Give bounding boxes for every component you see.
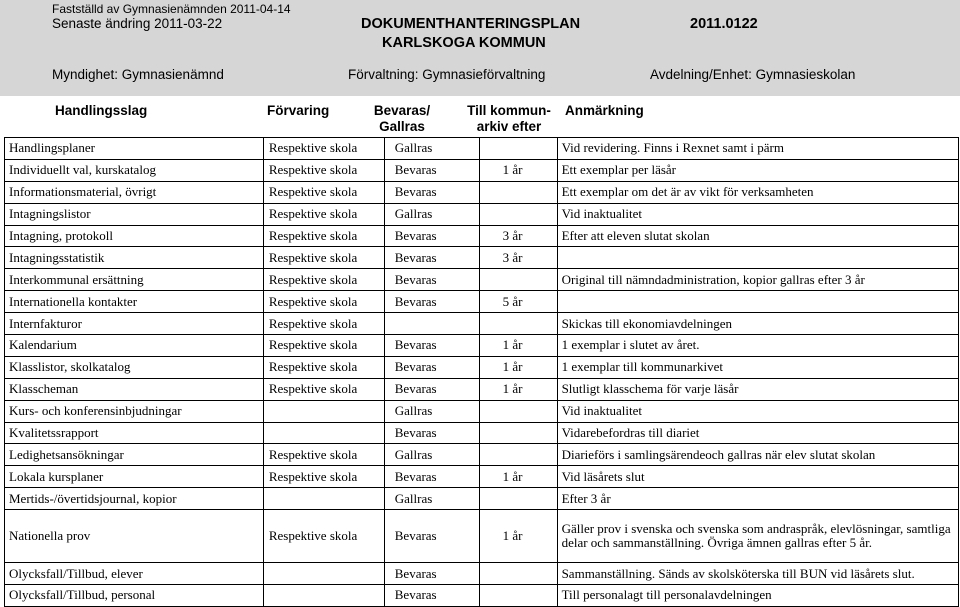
- cell-anmarkning: Vid inaktualitet: [557, 203, 958, 225]
- approval-line: Fastställd av Gymnasienämnden 2011-04-14: [52, 2, 291, 16]
- cell-anmarkning: Vid inaktualitet: [557, 400, 958, 422]
- cell-handlingsslag: Ledighetsansökningar: [5, 444, 264, 466]
- cell-handlingsslag: Internationella kontakter: [5, 291, 264, 313]
- cell-anmarkning: Vid läsårets slut: [557, 466, 958, 488]
- cell-handlingsslag: Individuellt val, kurskatalog: [5, 159, 264, 181]
- cell-bevaras: Bevaras: [384, 225, 479, 247]
- col-till-kommunarkiv: [463, 103, 555, 135]
- table-row: [5, 291, 959, 313]
- cell-forvaring: [263, 563, 384, 585]
- cell-forvaring: Respektive skola: [263, 138, 384, 160]
- col-bevaras-line2: Gallras: [379, 119, 425, 134]
- table-row: [5, 422, 959, 444]
- cell-anmarkning: Ett exemplar om det är av vikt för verksamheten: [557, 181, 958, 203]
- col-bevaras: [372, 103, 432, 135]
- cell-forvaring: Respektive skola: [263, 444, 384, 466]
- col-anmarkning: Anmärkning: [565, 103, 644, 118]
- cell-anmarkning: Gäller prov i svenska och svenska som andraspråk, elevlösningar, samtliga delar och sammanställning. Övriga ämnen gallras efter 5 år.: [557, 510, 958, 563]
- cell-anmarkning: 1 exemplar i slutet av året.: [557, 335, 958, 357]
- cell-anmarkning: Original till nämndadministration, kopior gallras efter 3 år: [557, 269, 958, 291]
- cell-bevaras: Gallras: [384, 444, 479, 466]
- cell-forvaring: Respektive skola: [263, 247, 384, 269]
- cell-bevaras: Bevaras: [384, 291, 479, 313]
- cell-till-arkiv: [479, 181, 557, 203]
- cell-bevaras: Gallras: [384, 400, 479, 422]
- cell-handlingsslag: Kalendarium: [5, 335, 264, 357]
- cell-forvaring: [263, 585, 384, 607]
- cell-till-arkiv: [479, 422, 557, 444]
- cell-anmarkning: Diarieförs i samlingsärendeoch gallras när elev slutat skolan: [557, 444, 958, 466]
- cell-till-arkiv: [479, 585, 557, 607]
- cell-anmarkning: Skickas till ekonomiavdelningen: [557, 313, 958, 335]
- cell-handlingsslag: Olycksfall/Tillbud, elever: [5, 563, 264, 585]
- cell-bevaras: Bevaras: [384, 247, 479, 269]
- authority-label: Myndighet: Gymnasienämnd: [52, 67, 224, 82]
- cell-anmarkning: [557, 291, 958, 313]
- cell-handlingsslag: Interkommunal ersättning: [5, 269, 264, 291]
- cell-anmarkning: Efter 3 år: [557, 488, 958, 510]
- cell-bevaras: Bevaras: [384, 269, 479, 291]
- document-title: DOKUMENTHANTERINGSPLAN: [361, 16, 581, 32]
- cell-handlingsslag: Nationella prov: [5, 510, 264, 563]
- cell-bevaras: Bevaras: [384, 510, 479, 563]
- cell-till-arkiv: 3 år: [479, 225, 557, 247]
- cell-bevaras: Bevaras: [384, 159, 479, 181]
- table-row: [5, 378, 959, 400]
- cell-forvaring: Respektive skola: [263, 356, 384, 378]
- cell-handlingsslag: Lokala kursplaner: [5, 466, 264, 488]
- cell-forvaring: Respektive skola: [263, 181, 384, 203]
- cell-bevaras: [384, 313, 479, 335]
- cell-handlingsslag: Klasslistor, skolkatalog: [5, 356, 264, 378]
- table-row: [5, 159, 959, 181]
- cell-bevaras: Bevaras: [384, 422, 479, 444]
- organization-name: KARLSKOGA KOMMUN: [382, 35, 546, 51]
- table-row: [5, 335, 959, 357]
- cell-till-arkiv: 1 år: [479, 466, 557, 488]
- cell-till-arkiv: [479, 444, 557, 466]
- cell-anmarkning: Vid revidering. Finns i Rexnet samt i pärm: [557, 138, 958, 160]
- document-header: [0, 0, 960, 96]
- cell-handlingsslag: Intagningsstatistik: [5, 247, 264, 269]
- table-row: [5, 356, 959, 378]
- cell-handlingsslag: Internfakturor: [5, 313, 264, 335]
- cell-handlingsslag: Informationsmaterial, övrigt: [5, 181, 264, 203]
- col-till-line2: arkiv efter: [476, 119, 542, 134]
- table-row: [5, 466, 959, 488]
- cell-forvaring: Respektive skola: [263, 378, 384, 400]
- cell-forvaring: Respektive skola: [263, 269, 384, 291]
- cell-forvaring: [263, 400, 384, 422]
- table-row: [5, 563, 959, 585]
- administration-label: Förvaltning: Gymnasieförvaltning: [348, 67, 546, 82]
- cell-till-arkiv: [479, 203, 557, 225]
- cell-forvaring: [263, 422, 384, 444]
- col-bevaras-line1: Bevaras/: [373, 103, 431, 118]
- cell-till-arkiv: [479, 313, 557, 335]
- cell-forvaring: Respektive skola: [263, 510, 384, 563]
- cell-handlingsslag: Intagning, protokoll: [5, 225, 264, 247]
- cell-till-arkiv: [479, 488, 557, 510]
- cell-bevaras: Bevaras: [384, 378, 479, 400]
- table-row: [5, 138, 959, 160]
- cell-till-arkiv: [479, 269, 557, 291]
- cell-handlingsslag: Mertids-/övertidsjournal, kopior: [5, 488, 264, 510]
- cell-forvaring: Respektive skola: [263, 313, 384, 335]
- cell-bevaras: Gallras: [384, 488, 479, 510]
- cell-bevaras: Gallras: [384, 138, 479, 160]
- table-row: [5, 444, 959, 466]
- col-forvaring: Förvaring: [267, 103, 330, 118]
- cell-till-arkiv: [479, 138, 557, 160]
- cell-anmarkning: Ett exemplar per läsår: [557, 159, 958, 181]
- table-row: [5, 269, 959, 291]
- cell-forvaring: Respektive skola: [263, 225, 384, 247]
- department-label: Avdelning/Enhet: Gymnasieskolan: [650, 67, 856, 82]
- cell-bevaras: Bevaras: [384, 585, 479, 607]
- table-row: [5, 510, 959, 563]
- cell-anmarkning: [557, 247, 958, 269]
- cell-bevaras: Bevaras: [384, 563, 479, 585]
- cell-bevaras: Bevaras: [384, 356, 479, 378]
- cell-bevaras: Bevaras: [384, 466, 479, 488]
- cell-till-arkiv: 1 år: [479, 159, 557, 181]
- cell-till-arkiv: 1 år: [479, 510, 557, 563]
- table-row: [5, 488, 959, 510]
- table-row: [5, 585, 959, 607]
- cell-forvaring: Respektive skola: [263, 335, 384, 357]
- cell-till-arkiv: [479, 400, 557, 422]
- cell-anmarkning: Efter att eleven slutat skolan: [557, 225, 958, 247]
- cell-handlingsslag: Handlingsplaner: [5, 138, 264, 160]
- cell-handlingsslag: Olycksfall/Tillbud, personal: [5, 585, 264, 607]
- cell-handlingsslag: Intagningslistor: [5, 203, 264, 225]
- cell-forvaring: Respektive skola: [263, 159, 384, 181]
- cell-till-arkiv: 3 år: [479, 247, 557, 269]
- cell-bevaras: Bevaras: [384, 335, 479, 357]
- document-number: 2011.0122: [690, 16, 758, 32]
- cell-handlingsslag: Kvalitetssrapport: [5, 422, 264, 444]
- cell-forvaring: [263, 488, 384, 510]
- cell-bevaras: Gallras: [384, 203, 479, 225]
- col-handlingsslag: Handlingsslag: [55, 103, 148, 118]
- last-change-line: Senaste ändring 2011-03-22: [52, 16, 223, 31]
- cell-till-arkiv: 1 år: [479, 356, 557, 378]
- table-row: [5, 247, 959, 269]
- table-row: [5, 313, 959, 335]
- col-till-line1: Till kommun-: [467, 103, 551, 118]
- cell-anmarkning: Vidarebefordras till diariet: [557, 422, 958, 444]
- table-row: [5, 181, 959, 203]
- table-row: [5, 203, 959, 225]
- cell-till-arkiv: 1 år: [479, 335, 557, 357]
- cell-forvaring: Respektive skola: [263, 203, 384, 225]
- cell-till-arkiv: [479, 563, 557, 585]
- table-row: [5, 400, 959, 422]
- cell-handlingsslag: Klasscheman: [5, 378, 264, 400]
- document-table: [4, 137, 959, 607]
- table-row: [5, 225, 959, 247]
- cell-anmarkning: Sammanställning. Sänds av skolsköterska till BUN vid läsårets slut.: [557, 563, 958, 585]
- cell-bevaras: Bevaras: [384, 181, 479, 203]
- cell-anmarkning: 1 exemplar till kommunarkivet: [557, 356, 958, 378]
- cell-till-arkiv: 1 år: [479, 378, 557, 400]
- cell-handlingsslag: Kurs- och konferensinbjudningar: [5, 400, 264, 422]
- cell-anmarkning: Till personalagt till personalavdelningen: [557, 585, 958, 607]
- cell-forvaring: Respektive skola: [263, 291, 384, 313]
- cell-anmarkning: Slutligt klasschema för varje läsår: [557, 378, 958, 400]
- cell-forvaring: Respektive skola: [263, 466, 384, 488]
- cell-till-arkiv: 5 år: [479, 291, 557, 313]
